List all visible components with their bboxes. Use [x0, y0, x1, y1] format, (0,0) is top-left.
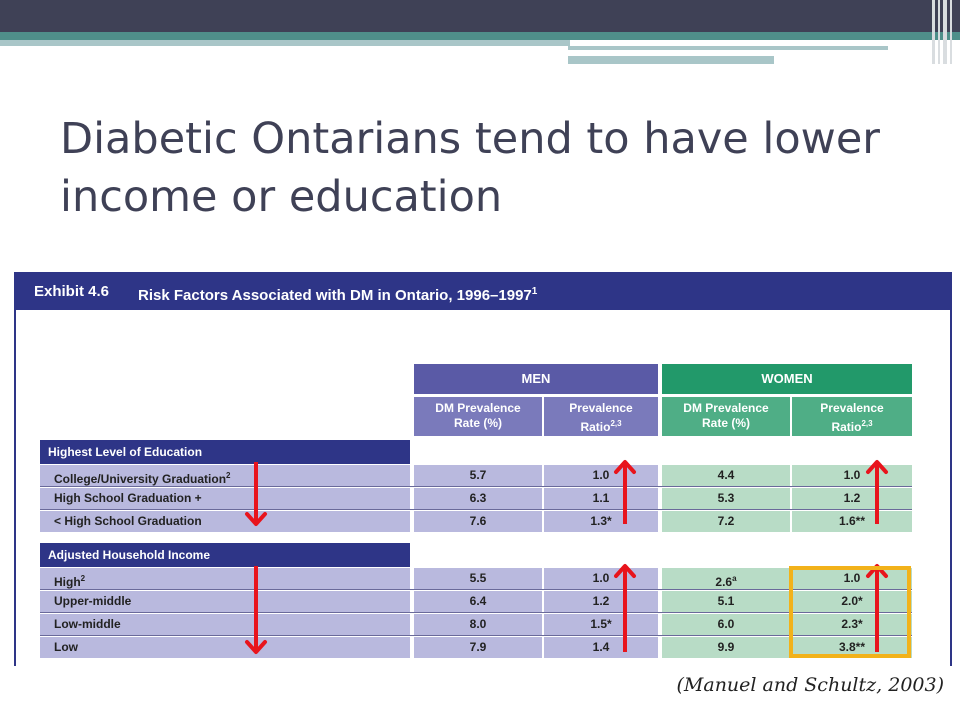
women-ratio-cell: 1.0	[792, 465, 912, 486]
section-header: Highest Level of Education	[40, 440, 410, 464]
row-label: High$^2$	[40, 568, 410, 589]
slide-title: Diabetic Ontarians tend to have lower income or education	[60, 114, 880, 222]
section-header: Adjusted Household Income	[40, 543, 410, 567]
light-stripe	[568, 56, 774, 64]
men-rate-cell: 7.9	[414, 637, 542, 658]
row-divider	[40, 509, 912, 510]
col-header-men-rate: DM Prevalence Rate (%)	[414, 397, 542, 436]
women-ratio-cell: 2.0*	[792, 591, 912, 612]
men-rate-cell: 6.4	[414, 591, 542, 612]
divider	[775, 50, 890, 53]
women-ratio-cell: 1.0	[792, 568, 912, 589]
teal-stripe	[0, 32, 960, 40]
men-header: MEN	[414, 364, 658, 394]
row-divider	[40, 635, 912, 636]
men-ratio-cell: 1.0	[544, 568, 658, 589]
exhibit-number: Exhibit 4.6	[34, 283, 110, 300]
light-stripe	[0, 40, 570, 46]
women-rate-cell: 5.3	[662, 488, 790, 509]
row-label: Upper-middle	[40, 591, 410, 612]
women-rate-cell: 4.4	[662, 465, 790, 486]
women-rate-cell: 5.1	[662, 591, 790, 612]
men-ratio-cell: 1.1	[544, 488, 658, 509]
corner-decoration	[932, 0, 954, 64]
women-header: WOMEN	[662, 364, 912, 394]
men-ratio-cell: 1.0	[544, 465, 658, 486]
men-ratio-cell: 1.3*	[544, 511, 658, 532]
women-ratio-cell: 2.3*	[792, 614, 912, 635]
women-ratio-cell: 1.6**	[792, 511, 912, 532]
col-header-women-ratio: Prevalence Ratio$^{2,3}$	[792, 397, 912, 436]
row-label: Low	[40, 637, 410, 658]
women-rate-cell: 9.9	[662, 637, 790, 658]
exhibit-title: Risk Factors Associated with DM in Ontario, 1996–1997$^1$	[138, 286, 538, 304]
women-rate-cell: 2.6$^a$	[662, 568, 790, 589]
women-ratio-cell: 3.8**	[792, 637, 912, 658]
women-rate-cell: 7.2	[662, 511, 790, 532]
row-divider	[40, 486, 912, 487]
col-header-women-rate: DM Prevalence Rate (%)	[662, 397, 790, 436]
men-rate-cell: 8.0	[414, 614, 542, 635]
col-header-men-ratio: Prevalence Ratio$^{2,3}$	[544, 397, 658, 436]
row-label: High School Graduation +	[40, 488, 410, 509]
men-rate-cell: 5.7	[414, 465, 542, 486]
men-ratio-cell: 1.2	[544, 591, 658, 612]
men-rate-cell: 5.5	[414, 568, 542, 589]
row-label: Low-middle	[40, 614, 410, 635]
men-ratio-cell: 1.4	[544, 637, 658, 658]
exhibit-header	[16, 274, 950, 310]
women-ratio-cell: 1.2	[792, 488, 912, 509]
women-rate-cell: 6.0	[662, 614, 790, 635]
row-label: < High School Graduation	[40, 511, 410, 532]
men-rate-cell: 6.3	[414, 488, 542, 509]
row-label: College/University Graduation$^2$	[40, 465, 410, 486]
exhibit-table	[14, 272, 952, 666]
men-ratio-cell: 1.5*	[544, 614, 658, 635]
row-divider	[40, 612, 912, 613]
men-rate-cell: 7.6	[414, 511, 542, 532]
top-banner	[0, 0, 960, 32]
citation: (Manuel and Schultz, 2003)	[676, 674, 944, 696]
row-divider	[40, 589, 912, 590]
